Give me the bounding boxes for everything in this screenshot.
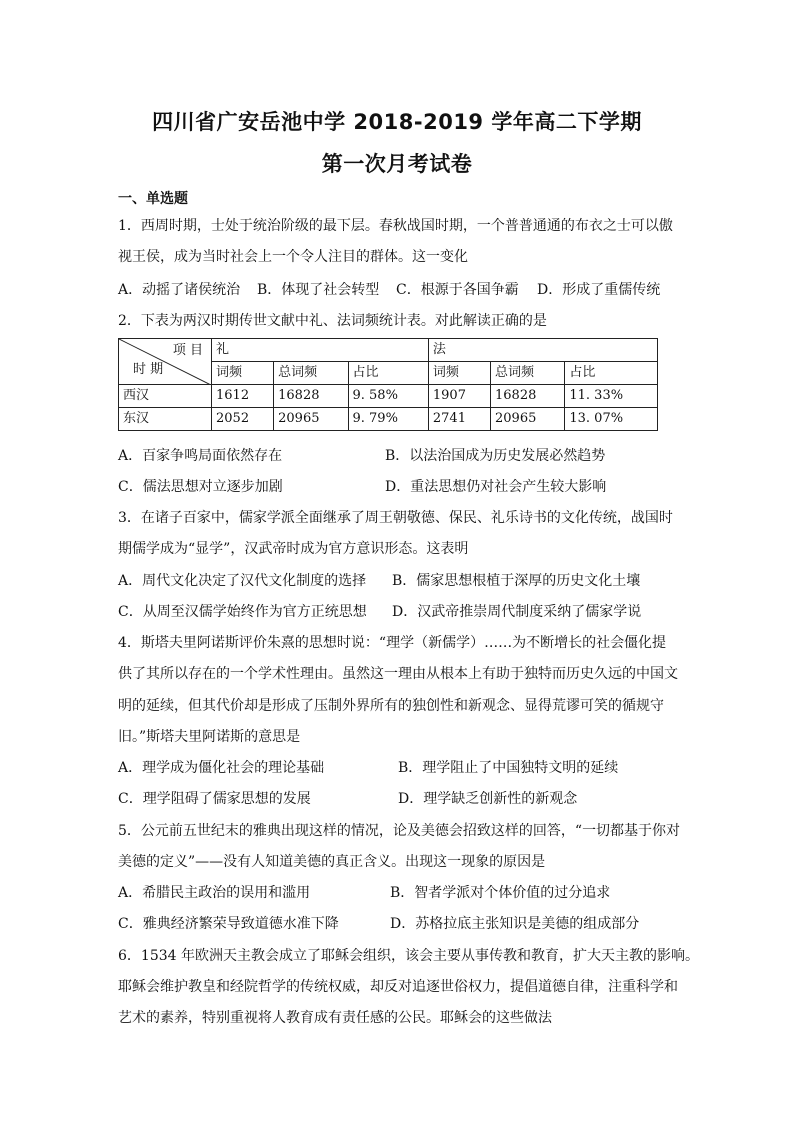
q4-option-c: C．理学阻碍了儒家思想的发展 — [118, 791, 311, 807]
q4-stem-line2: 供了其所以存在的一个学术性理由。虽然这一理由从根本上有助于独特而历史久远的中国文 — [118, 666, 678, 682]
q6-stem-line3: 艺术的素养，特别重视将人教育成有责任感的公民。耶稣会的这些做法 — [118, 1010, 552, 1026]
q3-stem-line2: 期儒学成为“显学”，汉武帝时成为官方意识形态。这表明 — [118, 541, 469, 557]
q4-option-b: B．理学阻止了中国独特文明的延续 — [398, 760, 619, 776]
exam-title-line1: 四川省广安岳池中学 2018-2019 学年高二下学期 — [152, 110, 642, 134]
table-cell: 13. 07% — [565, 408, 658, 431]
q3-option-d: D．汉武帝推崇周代制度采纳了儒家学说 — [392, 604, 642, 620]
q2-option-d: D．重法思想仍对社会产生较大影响 — [385, 479, 607, 495]
table-row — [119, 408, 658, 431]
table-cell: 2741 — [428, 408, 490, 431]
table-cell: 20965 — [274, 408, 348, 431]
table-row — [119, 385, 658, 408]
table-cell: 16828 — [491, 385, 565, 408]
table-cell: 9. 58% — [348, 385, 428, 408]
q1-option-c: C．根源于各国争霸 — [396, 282, 519, 298]
q4-option-d: D．理学缺乏创新性的新观念 — [398, 791, 578, 807]
q5-option-b: B．智者学派对个体价值的过分追求 — [390, 885, 611, 901]
q3-option-c: C．从周至汉儒学始终作为官方正统思想 — [118, 604, 367, 620]
table-corner-cell — [119, 339, 212, 385]
q2-option-a: A．百家争鸣局面依然存在 — [118, 448, 283, 464]
q1-option-b: B．体现了社会转型 — [257, 282, 380, 298]
q3-option-a: A．周代文化决定了汉代文化制度的选择 — [118, 573, 367, 589]
section-heading: 一、单选题 — [118, 191, 188, 207]
group-header-li: 礼 — [212, 339, 429, 362]
q5-option-c: C．雅典经济繁荣导致道德水准下降 — [118, 916, 339, 932]
table-cell: 1612 — [212, 385, 274, 408]
q4-stem-line3: 明的延续，但其代价却是形成了压制外界所有的独创性和新观念、显得荒谬可笑的循规守 — [118, 698, 664, 714]
q6-stem-line1: 6．1534 年欧洲天主教会成立了耶稣会组织，该会主要从事传教和教育，扩大天主教的影响。 — [118, 948, 699, 964]
sub-header: 占比 — [565, 362, 658, 385]
sub-header: 总词频 — [491, 362, 565, 385]
q3-option-b: B．儒家思想根植于深厚的历史文化土壤 — [392, 573, 641, 589]
sub-header: 总词频 — [274, 362, 348, 385]
exam-title-line2: 第一次月考试卷 — [321, 152, 473, 176]
corner-header-period: 时 期 — [133, 362, 164, 377]
q1-stem-line1: 1．西周时期，士处于统治阶级的最下层。春秋战国时期，一个普普通通的布衣之士可以傲 — [118, 218, 673, 234]
q1-option-d: D．形成了重儒传统 — [537, 282, 661, 298]
q6-stem-line2: 耶稣会维护教皇和经院哲学的传统权威，却反对追逐世俗权力，提倡道德自律，注重科学和 — [118, 979, 678, 995]
q5-option-d: D．苏格拉底主张知识是美德的组成部分 — [390, 916, 640, 932]
corner-header-items: 项 目 — [172, 343, 203, 358]
q2-stem-line1: 2．下表为两汉时期传世文献中礼、法词频统计表。对此解读正确的是 — [118, 313, 547, 329]
row-period: 东汉 — [119, 408, 212, 431]
q4-stem-line4: 旧。”斯塔夫里阿诺斯的意思是 — [118, 729, 301, 745]
q1-stem-line2: 视王侯，成为当时社会上一个令人注目的群体。这一变化 — [118, 249, 468, 265]
q1-option-a: A．动摇了诸侯统治 — [118, 282, 241, 298]
q5-stem-line1: 5．公元前五世纪末的雅典出现这样的情况，论及美德会招致这样的回答，“一切都基于你对 — [118, 823, 681, 839]
table-cell: 2052 — [212, 408, 274, 431]
sub-header: 词频 — [428, 362, 490, 385]
table-cell: 20965 — [491, 408, 565, 431]
group-header-fa: 法 — [428, 339, 657, 362]
q4-stem-line1: 4．斯塔夫里阿诺斯评价朱熹的思想时说：“理学（新儒学）……为不断增长的社会僵化提 — [118, 635, 667, 651]
word-frequency-table — [118, 338, 658, 431]
sub-header: 占比 — [348, 362, 428, 385]
q5-stem-line2: 美德的定义”——没有人知道美德的真正含义。出现这一现象的原因是 — [118, 854, 546, 870]
q4-option-a: A．理学成为僵化社会的理论基础 — [118, 760, 325, 776]
sub-header: 词频 — [212, 362, 274, 385]
table-cell: 9. 79% — [348, 408, 428, 431]
table-cell: 1907 — [428, 385, 490, 408]
q2-option-b: B．以法治国成为历史发展必然趋势 — [385, 448, 606, 464]
row-period: 西汉 — [119, 385, 212, 408]
q3-stem-line1: 3．在诸子百家中，儒家学派全面继承了周王朝敬德、保民、礼乐诗书的文化传统，战国时 — [118, 510, 673, 526]
table-cell: 11. 33% — [565, 385, 658, 408]
table-cell: 16828 — [274, 385, 348, 408]
q2-option-c: C．儒法思想对立逐步加剧 — [118, 479, 283, 495]
q5-option-a: A．希腊民主政治的误用和滥用 — [118, 885, 311, 901]
